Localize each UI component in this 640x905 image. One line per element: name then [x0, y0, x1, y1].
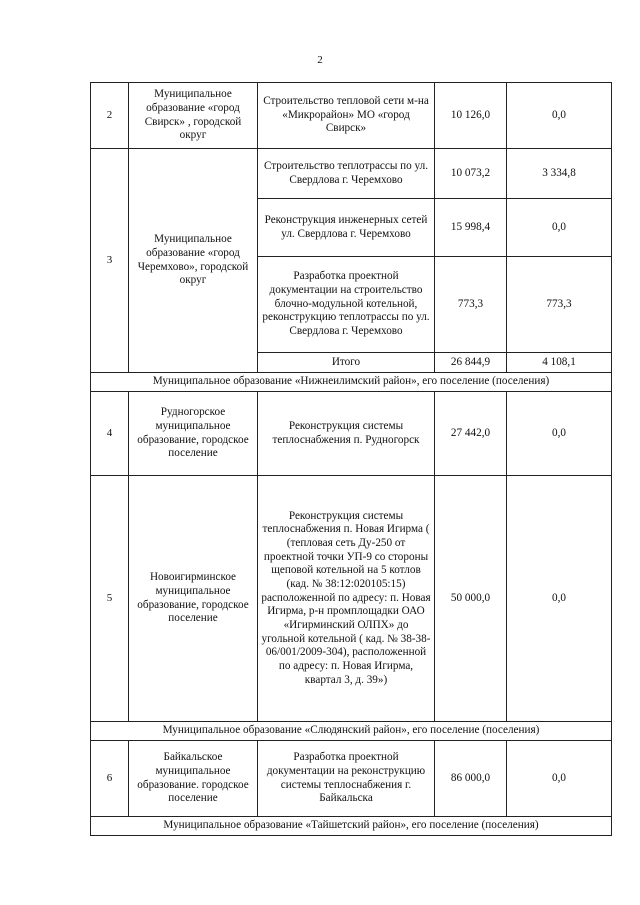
project-description: Строительство теплотрассы по ул. Свердлова г. Черемхово	[258, 149, 435, 199]
table-row	[91, 476, 612, 722]
total-label: Итого	[258, 353, 435, 373]
table-row	[91, 83, 612, 149]
entity-name: Новоигирминское муниципальное образование, городское поселение	[129, 476, 258, 722]
project-description: Реконструкция системы теплоснабжения п. Рудногорск	[258, 392, 435, 476]
row-number: 3	[91, 149, 129, 373]
page-number: 2	[317, 54, 323, 66]
project-description: Разработка проектной документации на строительство блочно-модульной котельной, реконструкцию теплотрассы по ул. Свердлова г. Черемхово	[258, 257, 435, 353]
section-row	[91, 373, 612, 392]
amount-value: 15 998,4	[435, 199, 507, 257]
row-number: 5	[91, 476, 129, 722]
table-row	[91, 392, 612, 476]
amount2-value: 0,0	[507, 476, 612, 722]
amount-value: 10 073,2	[435, 149, 507, 199]
amount-value: 27 442,0	[435, 392, 507, 476]
project-description: Разработка проектной документации на реконструкцию системы теплоснабжения г. Байкальска	[258, 741, 435, 817]
entity-name: Рудногорское муниципальное образование, городское поселение	[129, 392, 258, 476]
project-description: Строительство тепловой сети м-на «Микрорайон» МО «город Свирск»	[258, 83, 435, 149]
section-row	[91, 722, 612, 741]
amount2-value: 3 334,8	[507, 149, 612, 199]
amount2-value: 773,3	[507, 257, 612, 353]
funding-table	[90, 82, 612, 836]
total-amount2: 4 108,1	[507, 353, 612, 373]
section-heading: Муниципальное образование «Слюдянский район», его поселение (поселения)	[91, 722, 612, 741]
amount2-value: 0,0	[507, 392, 612, 476]
amount-value: 50 000,0	[435, 476, 507, 722]
entity-name: Муниципальное образование «город Свирск» , городской округ	[129, 83, 258, 149]
total-amount: 26 844,9	[435, 353, 507, 373]
section-heading: Муниципальное образование «Тайшетский район», его поселение (поселения)	[91, 817, 612, 836]
amount-value: 86 000,0	[435, 741, 507, 817]
project-description: Реконструкция инженерных сетей ул. Свердлова г. Черемхово	[258, 199, 435, 257]
amount-value: 773,3	[435, 257, 507, 353]
entity-name: Байкальское муниципальное образование. городское поселение	[129, 741, 258, 817]
row-number: 4	[91, 392, 129, 476]
amount2-value: 0,0	[507, 199, 612, 257]
amount2-value: 0,0	[507, 83, 612, 149]
table-row	[91, 741, 612, 817]
section-heading: Муниципальное образование «Нижнеилимский район», его поселение (поселения)	[91, 373, 612, 392]
amount2-value: 0,0	[507, 741, 612, 817]
entity-name: Муниципальное образование «город Черемхово», городской округ	[129, 149, 258, 373]
row-number: 6	[91, 741, 129, 817]
table-row	[91, 149, 612, 199]
amount-value: 10 126,0	[435, 83, 507, 149]
project-description: Реконструкция системы теплоснабжения п. Новая Игирма ( (тепловая сеть Ду-250 от проектной точки УП-9 со стороны щеповой котельной на 5 котлов (кад. № 38:12:020105:15) расположенной по адресу: п. Новая Игирма, р-н промплощадки ОАО «Игирминский ОЛПХ» до угольной котельной ( кад. № 38-38-06/001/2009-304), расположенной по адресу: п. Новая Игирма, квартал 3, д. 39»)	[258, 476, 435, 722]
section-row	[91, 817, 612, 836]
row-number: 2	[91, 83, 129, 149]
